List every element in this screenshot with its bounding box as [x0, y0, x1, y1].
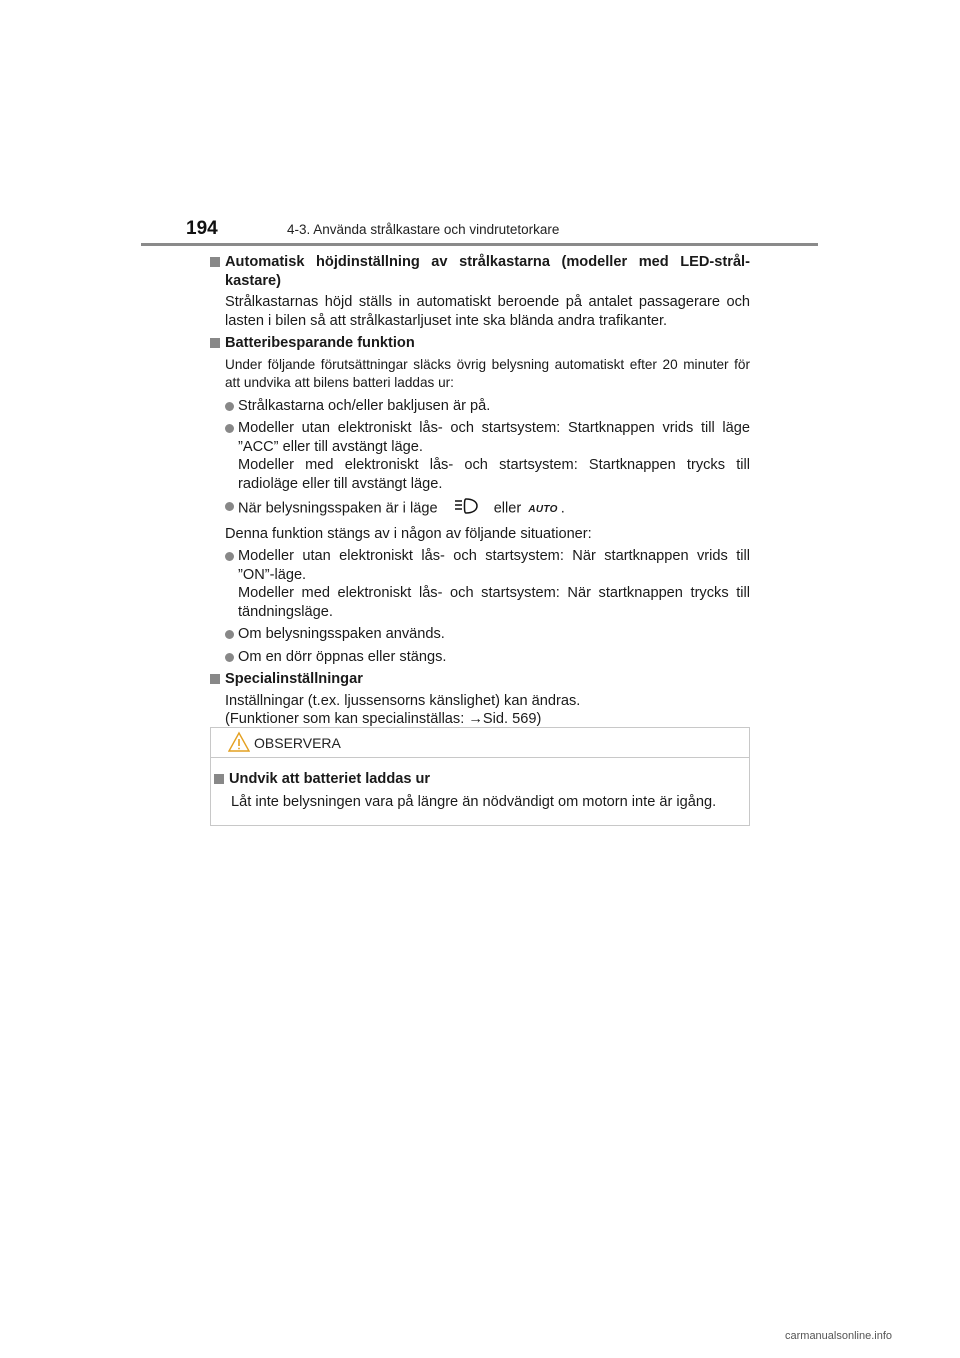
round-bullet-icon	[225, 552, 234, 561]
battery-heading: Batteribesparande funktion	[210, 334, 750, 353]
caution-text: Låt inte belysningen vara på längre än nödvändigt om motorn inte är igång.	[231, 793, 717, 810]
square-bullet-icon	[210, 257, 220, 267]
caution-label: OBSERVERA	[254, 735, 341, 751]
list-item: Om belysningsspaken används.	[210, 625, 750, 644]
caution-heading: Undvik att batteriet laddas ur	[214, 770, 749, 789]
leveling-heading: Automatisk höjdinställning av strålkastarna (modeller med LED-strålkastare)	[210, 253, 750, 290]
caution-header	[211, 728, 749, 758]
battery-off-text: Denna funktion stängs av i någon av följande situationer:	[225, 525, 592, 542]
caution-body	[211, 758, 749, 811]
list-item: När belysningsspaken är i läge eller AUTO .	[210, 497, 750, 521]
round-bullet-icon	[225, 502, 234, 511]
list-item: Strålkastarna och/eller bakljusen är på.	[210, 397, 750, 416]
headlight-icon	[446, 497, 486, 521]
square-bullet-icon	[210, 674, 220, 684]
page-content	[210, 253, 750, 729]
list-item: Modeller utan elektroniskt lås- och startsystem: När startknappen vrids till ”ON”-läge. Modeller med elektroniskt lås- och startsystem: När startknappen trycks till tändningsläge.	[210, 547, 750, 621]
square-bullet-icon	[214, 774, 224, 784]
custom-body: Inställningar (t.ex. ljussensorns känslighet) kan ändras. (Funktioner som kan specialinställas: →Sid. 569)	[225, 692, 581, 727]
round-bullet-icon	[225, 424, 234, 433]
auto-mode-icon: AUTO	[528, 503, 558, 515]
battery-intro: Under följande förutsättningar släcks övrig belysning automatiskt efter 20 minuter för att undvika att bilens batteri laddas ur:	[225, 356, 750, 390]
round-bullet-icon	[225, 402, 234, 411]
header-rule	[141, 243, 818, 246]
watermark: carmanualsonline.info	[785, 1330, 893, 1342]
square-bullet-icon	[210, 338, 220, 348]
warning-triangle-icon	[228, 731, 250, 757]
list-item: Om en dörr öppnas eller stängs.	[210, 648, 750, 667]
page-number: 194	[186, 218, 218, 239]
list-item: Modeller utan elektroniskt lås- och startsystem: Startknappen vrids till läge ”ACC” eller till avstängt läge. Modeller med elektroniskt lås- och startsystem: Startknappen trycks till radioläge eller till avstängt läge.	[210, 419, 750, 493]
custom-heading: Specialinställningar	[210, 670, 750, 689]
section-title: 4-3. Använda strålkastare och vindrutetorkare	[287, 222, 560, 237]
caution-box	[210, 727, 750, 826]
leveling-body: Strålkastarnas höjd ställs in automatiskt beroende på antalet passagerare och lasten i bilen så att strålkastarljuset inte ska blända andra trafikanter.	[225, 294, 750, 329]
round-bullet-icon	[225, 630, 234, 639]
round-bullet-icon	[225, 653, 234, 662]
